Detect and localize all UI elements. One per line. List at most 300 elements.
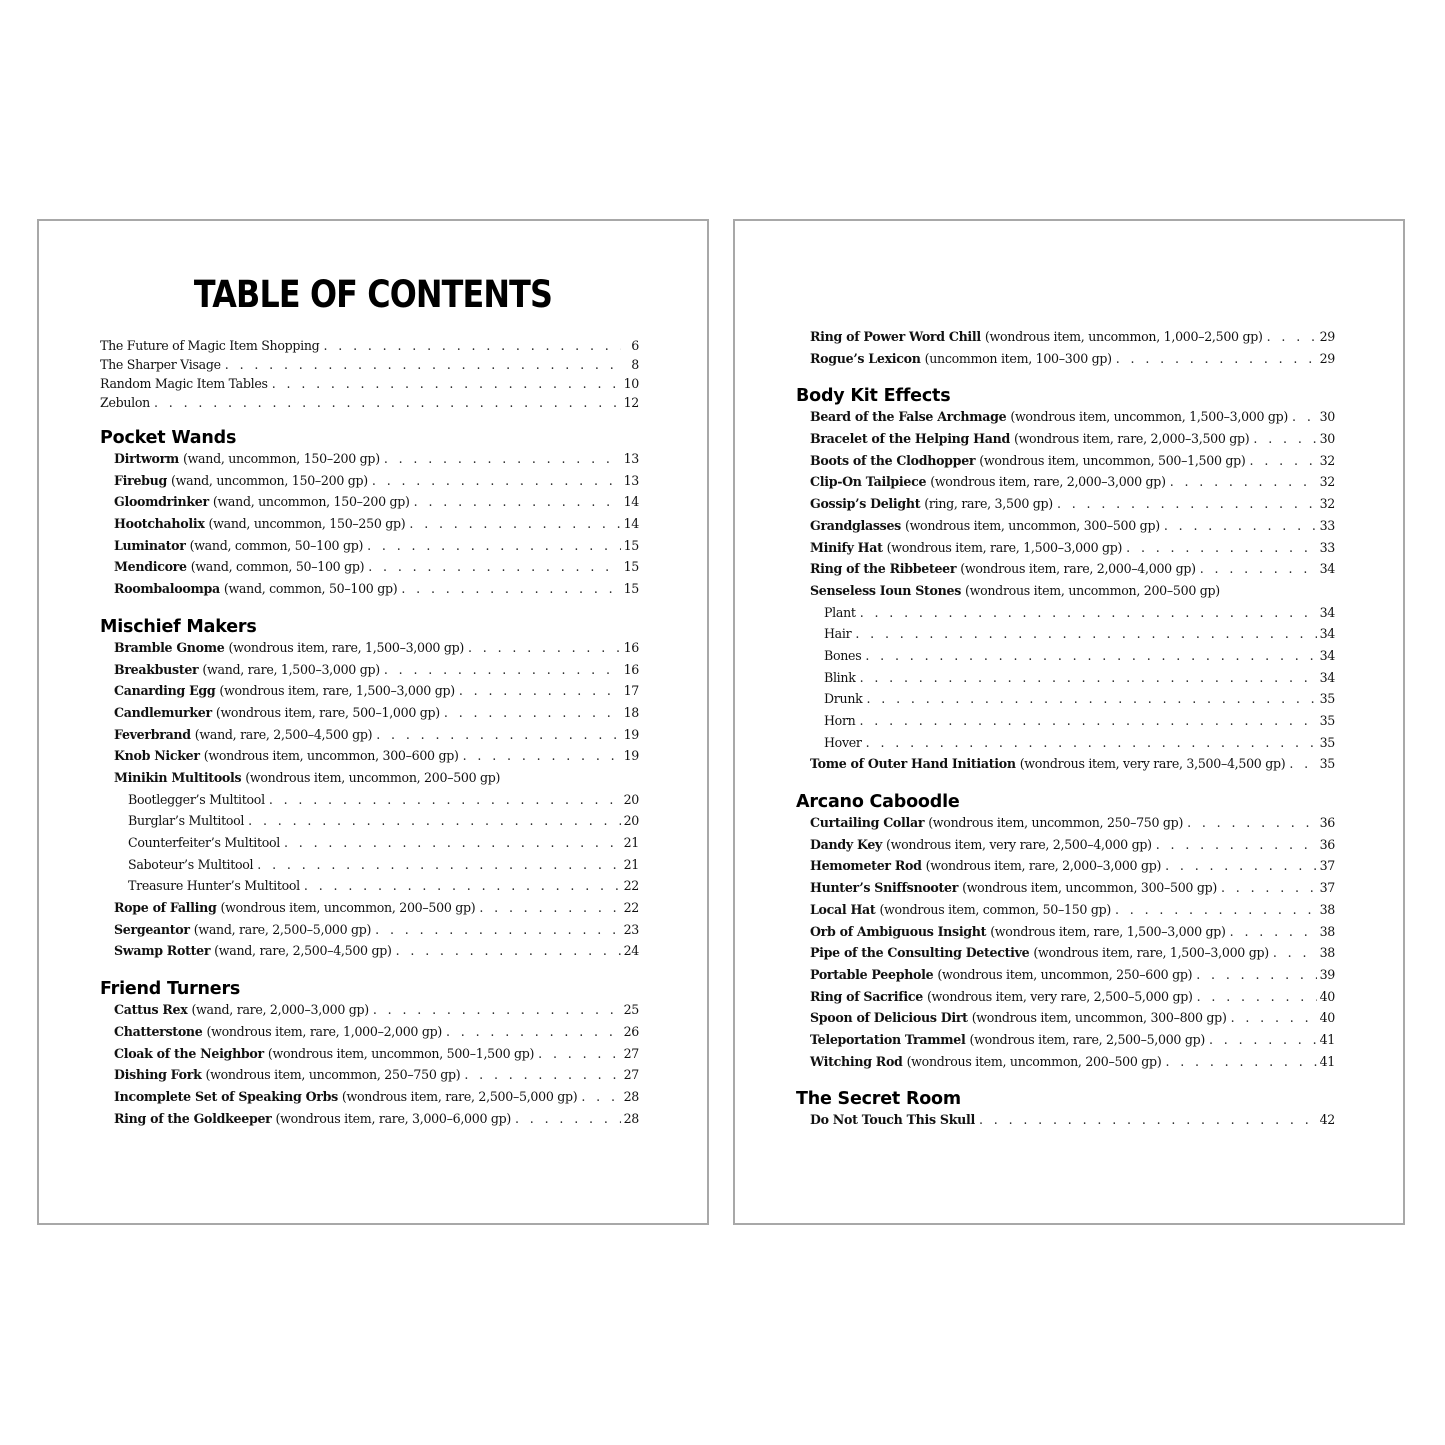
entry-page-number: 37 <box>1319 858 1335 874</box>
dot-leader <box>367 538 621 553</box>
entry-name: Minikin Multitools <box>114 769 242 785</box>
toc-entry[interactable] <box>100 900 639 922</box>
dot-leader <box>1253 431 1317 446</box>
entry-description: (wondrous item, uncommon, 300–600 gp) <box>203 748 459 764</box>
dot-leader <box>1126 540 1317 555</box>
toc-entry[interactable] <box>100 395 639 414</box>
section-heading: Pocket Wands <box>100 428 237 448</box>
entry-name: Clip-On Tailpiece <box>810 474 927 490</box>
dot-leader <box>855 626 1317 641</box>
entry-page-number: 21 <box>623 856 639 872</box>
entry-page-number: 40 <box>1319 988 1335 1004</box>
dot-leader <box>1165 1054 1317 1069</box>
entry-page-number: 30 <box>1319 409 1335 425</box>
toc-entry[interactable] <box>796 1010 1335 1032</box>
entry-page-number: 33 <box>1319 517 1335 533</box>
toc-entry[interactable] <box>796 583 1335 605</box>
dot-leader <box>538 1046 621 1061</box>
entry-page-number: 42 <box>1319 1112 1335 1128</box>
dot-leader <box>257 857 621 872</box>
entry-name: Dirtworm <box>114 451 179 466</box>
entry-page-number: 28 <box>623 1110 639 1126</box>
entry-name: Hootchaholix <box>114 516 205 532</box>
dot-leader <box>1292 409 1317 424</box>
entry-page-number: 39 <box>1319 966 1335 982</box>
entry-name: Bootlegger’s Multitool <box>128 791 265 807</box>
entry-page-number: 32 <box>1319 496 1335 512</box>
entry-description: (wondrous item, rare, 500–1,000 gp) <box>215 704 440 720</box>
toc-entry[interactable] <box>100 494 639 516</box>
toc-entry[interactable] <box>796 1112 1335 1134</box>
dot-leader <box>376 727 621 742</box>
dot-leader <box>860 713 1318 728</box>
dot-leader <box>248 813 621 828</box>
toc-entry[interactable] <box>100 727 639 749</box>
entry-page-number: 41 <box>1319 1053 1335 1069</box>
toc-entry[interactable] <box>100 376 639 395</box>
entry-page-number: 25 <box>623 1002 639 1018</box>
dot-leader <box>866 691 1317 706</box>
entry-name: Hover <box>824 734 862 750</box>
entry-description: (wand, uncommon, 150–200 gp) <box>212 494 410 510</box>
entry-page-number: 36 <box>1319 836 1335 852</box>
toc-entry[interactable] <box>100 473 639 495</box>
entry-page-number: 13 <box>623 472 639 488</box>
toc-left-column <box>100 338 639 1132</box>
entry-description: (wondrous item, uncommon, 1,500–3,000 gp) <box>1010 409 1289 425</box>
entry-page-number: 15 <box>623 559 639 575</box>
entry-name: Dandy Key <box>810 836 883 852</box>
entry-name: Random Magic Item Tables <box>100 376 268 391</box>
dot-leader <box>1164 518 1317 533</box>
entry-description: (wondrous item, rare, 2,000–4,000 gp) <box>960 561 1196 577</box>
toc-entry[interactable] <box>100 770 639 792</box>
entry-description: (wand, rare, 2,500–4,500 gp) <box>194 726 373 742</box>
entry-page-number: 15 <box>623 537 639 553</box>
entry-description: (wondrous item, uncommon, 250–750 gp) <box>205 1067 461 1083</box>
toc-entry[interactable] <box>796 453 1335 475</box>
entry-name: Feverbrand <box>114 726 191 742</box>
entry-name: Grandglasses <box>810 517 901 533</box>
toc-entry[interactable] <box>796 967 1335 989</box>
dot-leader <box>414 494 621 509</box>
entry-name: Cloak of the Neighbor <box>114 1045 264 1061</box>
toc-entry[interactable] <box>796 518 1335 540</box>
dot-leader <box>463 748 621 763</box>
entry-name: Gossip’s Delight <box>810 496 921 512</box>
entry-name: Hair <box>824 626 852 642</box>
right-page <box>733 219 1405 1225</box>
entry-name: Saboteur’s Multitool <box>128 856 254 872</box>
entry-description: (wand, rare, 2,500–5,000 gp) <box>193 921 372 937</box>
entry-description: (ring, rare, 3,500 gp) <box>924 496 1053 512</box>
entry-page-number: 34 <box>1319 669 1335 685</box>
toc-entry[interactable] <box>796 837 1335 859</box>
section-heading: Friend Turners <box>100 979 241 1000</box>
section-heading: Mischief Makers <box>100 616 257 637</box>
dot-leader <box>375 922 621 937</box>
toc-entry[interactable] <box>796 351 1335 373</box>
toc-entry[interactable] <box>100 683 639 705</box>
entry-description: (wand, uncommon, 150–200 gp) <box>171 472 368 488</box>
entry-name: Mendicore <box>114 559 187 575</box>
entry-name: Canarding Egg <box>114 683 216 699</box>
toc-entry[interactable] <box>796 815 1335 837</box>
entry-name: Horn <box>824 713 856 728</box>
entry-page-number: 12 <box>623 395 639 410</box>
entry-description: (wand, common, 50–100 gp) <box>189 537 364 553</box>
toc-entry[interactable] <box>100 581 639 603</box>
entry-name: Hemometer Rod <box>810 858 922 874</box>
dot-leader <box>269 792 621 807</box>
dot-leader <box>1250 453 1317 468</box>
dot-leader <box>304 878 621 893</box>
dot-leader <box>515 1111 621 1126</box>
entry-name: Portable Peephole <box>810 966 934 982</box>
entry-description: (wondrous item, uncommon, 300–500 gp) <box>962 880 1217 896</box>
toc-entry[interactable] <box>796 409 1335 431</box>
dot-leader <box>368 559 621 574</box>
toc-entry[interactable] <box>100 1089 639 1111</box>
entry-page-number: 24 <box>623 943 639 959</box>
dot-leader <box>860 605 1317 620</box>
dot-leader <box>1231 1010 1317 1025</box>
dot-leader <box>1209 1032 1317 1047</box>
entry-description: (wondrous item, uncommon, 500–1,500 gp) <box>979 452 1246 468</box>
dot-leader <box>1289 756 1317 771</box>
entry-name: Zebulon <box>100 395 150 410</box>
entry-description: (wondrous item, uncommon, 300–500 gp) <box>904 517 1160 533</box>
dot-leader <box>1273 945 1317 960</box>
toc-entry[interactable] <box>100 640 639 662</box>
entry-page-number: 20 <box>623 791 639 807</box>
entry-name: Breakbuster <box>114 661 199 677</box>
entry-name: Drunk <box>824 691 863 707</box>
entry-name: Treasure Hunter’s Multitool <box>128 878 300 894</box>
toc-entry[interactable] <box>100 1046 639 1068</box>
section-heading: Body Kit Effects <box>796 386 951 407</box>
entry-name: The Sharper Visage <box>100 357 221 372</box>
entry-page-number: 35 <box>1319 756 1335 772</box>
entry-page-number: 10 <box>623 376 639 391</box>
entry-page-number: 29 <box>1319 329 1335 344</box>
toc-entry[interactable] <box>796 902 1335 924</box>
entry-page-number: 21 <box>623 835 639 850</box>
dot-leader <box>1267 329 1317 344</box>
entry-name: Burglar’s Multitool <box>128 813 245 829</box>
toc-entry[interactable] <box>100 813 639 835</box>
toc-entry[interactable] <box>100 1002 639 1024</box>
dot-leader <box>479 900 621 915</box>
entry-page-number: 17 <box>623 683 639 699</box>
entry-name: Orb of Ambiguous Insight <box>810 923 987 939</box>
entry-description: (wondrous item, uncommon, 200–500 gp) <box>965 582 1220 598</box>
entry-page-number: 35 <box>1319 734 1335 750</box>
toc-entry[interactable] <box>796 431 1335 453</box>
entry-description: (wondrous item, uncommon, 200–500 gp) <box>245 769 501 785</box>
dot-leader <box>459 683 621 698</box>
entry-description: (uncommon item, 100–300 gp) <box>924 350 1112 366</box>
entry-name: Knob Nicker <box>114 748 200 764</box>
entry-description: (wondrous item, common, 50–150 gp) <box>879 901 1111 917</box>
entry-name: Witching Rod <box>810 1053 903 1069</box>
toc-entry[interactable] <box>796 735 1335 757</box>
dot-leader <box>1187 815 1317 830</box>
toc-entry[interactable] <box>796 540 1335 562</box>
entry-page-number: 34 <box>1319 647 1335 663</box>
entry-description: (wondrous item, very rare, 2,500–5,000 gp) <box>926 988 1193 1004</box>
dot-leader <box>396 943 621 958</box>
dot-leader <box>1057 496 1317 511</box>
entry-description: (wondrous item, rare, 2,500–5,000 gp) <box>969 1031 1205 1047</box>
entry-page-number: 36 <box>1319 815 1335 831</box>
dot-leader <box>866 735 1317 750</box>
entry-page-number: 38 <box>1319 923 1335 939</box>
entry-name: Roombaloompa <box>114 581 220 597</box>
entry-page-number: 14 <box>623 516 639 532</box>
entry-page-number: 27 <box>623 1067 639 1083</box>
dot-leader <box>384 662 621 677</box>
entry-name: Blink <box>824 669 856 685</box>
entry-page-number: 16 <box>623 661 639 677</box>
entry-page-number: 27 <box>623 1045 639 1061</box>
dot-leader <box>272 376 621 391</box>
toc-entry[interactable] <box>796 561 1335 583</box>
toc-entry[interactable] <box>796 670 1335 692</box>
entry-page-number: 14 <box>623 494 639 510</box>
section-heading: The Secret Room <box>796 1089 961 1110</box>
entry-page-number: 41 <box>1319 1031 1335 1047</box>
entry-page-number: 38 <box>1319 945 1335 961</box>
entry-name: Bramble Gnome <box>114 639 225 655</box>
entry-page-number: 38 <box>1319 901 1335 917</box>
toc-entry[interactable] <box>796 945 1335 967</box>
entry-page-number: 23 <box>623 921 639 937</box>
entry-name: Tome of Outer Hand Initiation <box>810 756 1016 772</box>
toc-entry[interactable] <box>796 474 1335 496</box>
entry-description: (wondrous item, uncommon, 200–500 gp) <box>220 900 476 916</box>
entry-page-number: 32 <box>1319 452 1335 468</box>
toc-entry[interactable] <box>100 922 639 944</box>
entry-page-number: 35 <box>1319 713 1335 728</box>
toc-entry[interactable] <box>796 605 1335 627</box>
toc-entry[interactable] <box>796 1032 1335 1054</box>
entry-name: Dishing Fork <box>114 1067 202 1083</box>
toc-entry[interactable] <box>100 705 639 727</box>
entry-name: Local Hat <box>810 901 876 917</box>
toc-entry[interactable] <box>796 880 1335 902</box>
entry-description: (wondrous item, rare, 2,000–3,000 gp) <box>930 474 1166 490</box>
entry-name: Ring of Power Word Chill <box>810 329 981 344</box>
toc-entry[interactable] <box>796 756 1335 778</box>
section-heading: Arcano Caboodle <box>796 792 960 813</box>
entry-name: The Future of Magic Item Shopping <box>100 338 320 353</box>
toc-entry[interactable] <box>100 943 639 965</box>
left-page <box>37 219 709 1225</box>
entry-page-number: 8 <box>631 357 639 372</box>
toc-entry[interactable] <box>100 835 639 857</box>
entry-page-number: 22 <box>623 878 639 894</box>
dot-leader <box>372 473 621 488</box>
entry-name: Boots of the Clodhopper <box>810 452 976 468</box>
entry-name: Bracelet of the Helping Hand <box>810 431 1010 447</box>
entry-name: Sergeantor <box>114 921 190 937</box>
entry-description: (wondrous item, rare, 1,500–3,000 gp) <box>1033 945 1269 961</box>
entry-name: Spoon of Delicious Dirt <box>810 1010 968 1026</box>
entry-name: Ring of the Goldkeeper <box>114 1110 272 1126</box>
entry-name: Plant <box>824 604 856 620</box>
entry-name: Minify Hat <box>810 539 883 555</box>
entry-description: (wondrous item, uncommon, 300–800 gp) <box>971 1010 1227 1026</box>
entry-name: Ring of Sacrifice <box>810 988 923 1004</box>
entry-page-number: 32 <box>1319 474 1335 490</box>
entry-page-number: 35 <box>1319 691 1335 707</box>
entry-name: Bones <box>824 647 862 663</box>
toc-entry[interactable] <box>796 329 1335 351</box>
toc-entry[interactable] <box>100 748 639 770</box>
entry-name: Beard of the False Archmage <box>810 409 1007 425</box>
entry-page-number: 13 <box>623 451 639 466</box>
entry-description: (wondrous item, uncommon, 1,000–2,500 gp) <box>984 329 1263 344</box>
toc-entry[interactable] <box>796 648 1335 670</box>
dot-leader <box>409 516 621 531</box>
entry-description: (wand, rare, 2,500–4,500 gp) <box>214 943 392 959</box>
toc-entry[interactable] <box>100 662 639 684</box>
entry-page-number: 37 <box>1319 880 1335 896</box>
dot-leader <box>1165 858 1317 873</box>
entry-description: (wondrous item, rare, 1,500–3,000 gp) <box>219 683 455 699</box>
toc-right-column <box>796 329 1335 1134</box>
dot-leader <box>1230 924 1317 939</box>
entry-name: Cattus Rex <box>114 1002 188 1018</box>
dot-leader <box>865 648 1317 663</box>
toc-entry[interactable] <box>100 338 639 357</box>
entry-page-number: 18 <box>623 704 639 720</box>
dot-leader <box>464 1067 621 1082</box>
dot-leader <box>444 705 621 720</box>
dot-leader <box>979 1112 1317 1127</box>
entry-description: (wand, uncommon, 150–250 gp) <box>208 516 406 532</box>
entry-page-number: 20 <box>623 813 639 829</box>
entry-name: Curtailing Collar <box>810 815 925 831</box>
entry-description: (wondrous item, uncommon, 250–600 gp) <box>937 966 1193 982</box>
toc-entry[interactable] <box>796 496 1335 518</box>
entry-name: Ring of the Ribbeteer <box>810 561 957 577</box>
entry-page-number: 26 <box>623 1023 639 1039</box>
dot-leader <box>225 357 621 372</box>
entry-page-number: 19 <box>623 726 639 742</box>
entry-page-number: 34 <box>1319 626 1335 642</box>
entry-name: Teleportation Trammel <box>810 1031 966 1047</box>
dot-leader <box>401 581 621 596</box>
entry-description: (wondrous item, rare, 2,500–5,000 gp) <box>341 1088 578 1104</box>
entry-page-number: 28 <box>623 1088 639 1104</box>
entry-page-number: 30 <box>1319 431 1335 447</box>
entry-page-number: 33 <box>1319 539 1335 555</box>
entry-description: (wand, rare, 2,000–3,000 gp) <box>191 1002 369 1018</box>
entry-name: Counterfeiter’s Multitool <box>128 835 280 850</box>
entry-name: Candlemurker <box>114 704 212 720</box>
entry-name: Swamp Rotter <box>114 943 211 959</box>
entry-name: Chatterstone <box>114 1023 203 1039</box>
page-title: TABLE OF CONTENTS <box>193 273 553 316</box>
dot-leader <box>323 338 621 353</box>
entry-page-number: 19 <box>623 748 639 764</box>
toc-entry[interactable] <box>796 1054 1335 1076</box>
entry-page-number: 34 <box>1319 561 1335 577</box>
toc-entry[interactable] <box>796 989 1335 1011</box>
entry-description: (wondrous item, very rare, 2,500–4,000 gp) <box>886 836 1152 852</box>
toc-entry[interactable] <box>100 857 639 879</box>
entry-page-number: 29 <box>1319 350 1335 366</box>
dot-leader <box>384 451 621 466</box>
entry-description: (wondrous item, rare, 1,000–2,000 gp) <box>206 1023 442 1039</box>
entry-name: Pipe of the Consulting Detective <box>810 945 1030 961</box>
dot-leader <box>154 395 621 410</box>
dot-leader <box>1116 351 1317 366</box>
toc-entry[interactable] <box>796 626 1335 648</box>
toc-entry[interactable] <box>796 858 1335 880</box>
entry-description: (wand, rare, 1,500–3,000 gp) <box>202 661 380 677</box>
dot-leader <box>1221 880 1317 895</box>
toc-entry[interactable] <box>100 559 639 581</box>
dot-leader <box>1200 561 1317 576</box>
entry-name: Rope of Falling <box>114 900 217 916</box>
toc-entry[interactable] <box>796 691 1335 713</box>
toc-entry[interactable] <box>796 713 1335 735</box>
toc-entry[interactable] <box>100 451 639 473</box>
entry-description: (wondrous item, rare, 2,000–3,000 gp) <box>925 858 1162 874</box>
toc-entry[interactable] <box>100 357 639 376</box>
dot-leader <box>468 640 621 655</box>
entry-page-number: 6 <box>631 338 639 353</box>
toc-entry[interactable] <box>796 924 1335 946</box>
entry-description: (wondrous item, rare, 1,500–3,000 gp) <box>228 639 464 655</box>
entry-page-number: 15 <box>623 581 639 597</box>
entry-page-number: 34 <box>1319 604 1335 620</box>
toc-entry[interactable] <box>100 538 639 560</box>
entry-name: Firebug <box>114 472 168 488</box>
entry-description: (wondrous item, rare, 3,000–6,000 gp) <box>275 1110 511 1126</box>
dot-leader <box>373 1002 621 1017</box>
entry-description: (wand, uncommon, 150–200 gp) <box>182 451 380 466</box>
toc-entry[interactable] <box>100 516 639 538</box>
dot-leader <box>1196 967 1317 982</box>
entry-name: Rogue’s Lexicon <box>810 350 921 366</box>
toc-entry[interactable] <box>100 878 639 900</box>
dot-leader <box>581 1089 621 1104</box>
entry-description: (wand, common, 50–100 gp) <box>223 581 398 597</box>
entry-name: Luminator <box>114 537 186 553</box>
toc-entry[interactable] <box>100 1111 639 1133</box>
entry-description: (wondrous item, very rare, 3,500–4,500 gp) <box>1019 756 1286 772</box>
dot-leader <box>1170 474 1317 489</box>
entry-name: Incomplete Set of Speaking Orbs <box>114 1088 338 1104</box>
entry-description: (wondrous item, rare, 2,000–3,500 gp) <box>1013 431 1250 447</box>
toc-entry[interactable] <box>100 1024 639 1046</box>
toc-entry[interactable] <box>100 792 639 814</box>
entry-name: Hunter’s Sniffsnooter <box>810 880 959 896</box>
dot-leader <box>1115 902 1317 917</box>
entry-name: Gloomdrinker <box>114 494 209 510</box>
entry-description: (wondrous item, uncommon, 500–1,500 gp) <box>267 1045 535 1061</box>
dot-leader <box>860 670 1317 685</box>
dot-leader <box>1156 837 1317 852</box>
entry-page-number: 16 <box>623 639 639 655</box>
toc-entry[interactable] <box>100 1067 639 1089</box>
dot-leader <box>284 835 621 850</box>
dot-leader <box>1197 989 1317 1004</box>
